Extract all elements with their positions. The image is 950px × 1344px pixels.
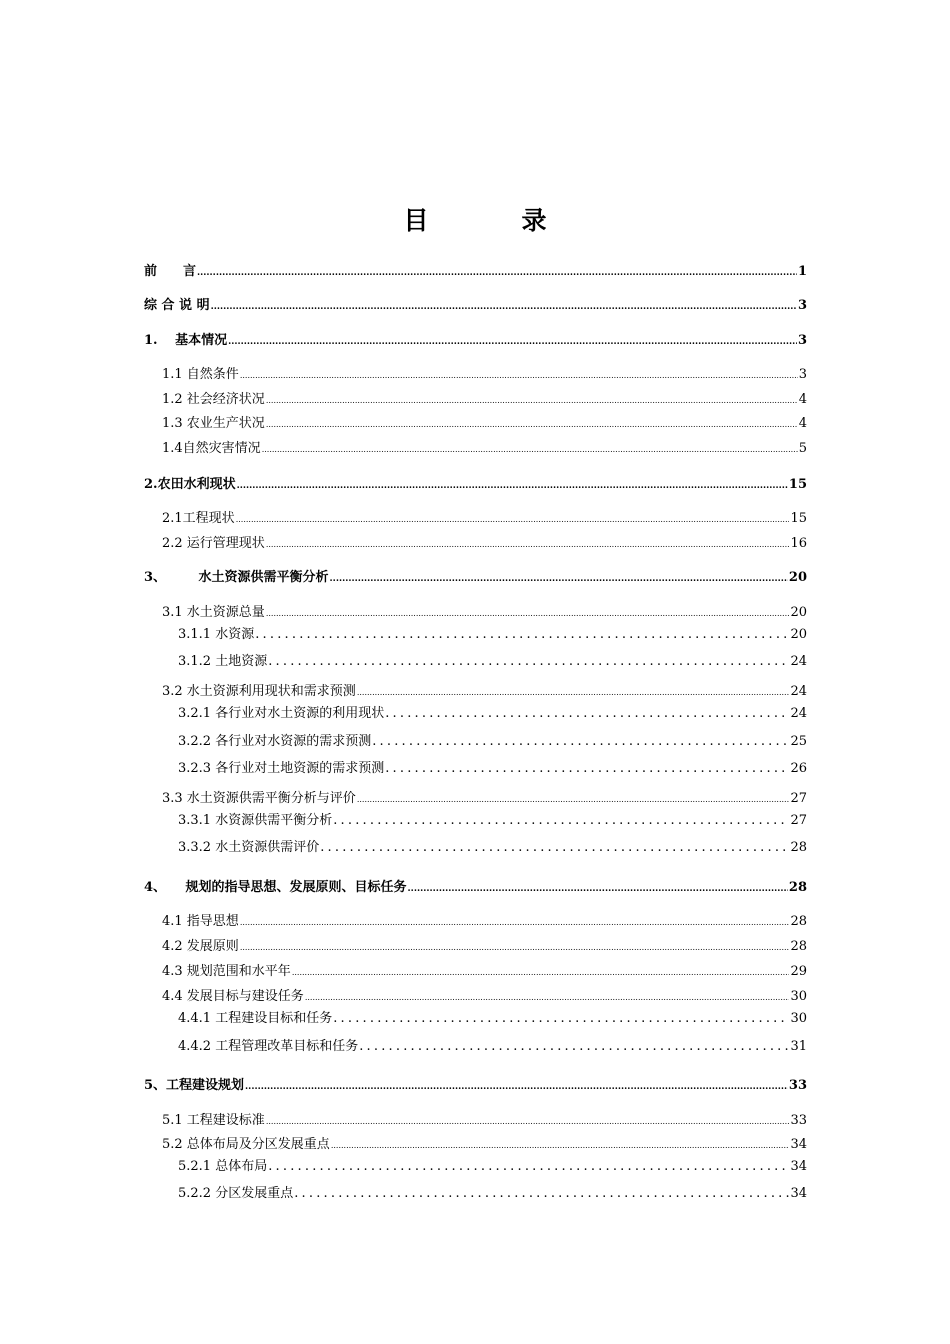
dot-leader bbox=[268, 652, 789, 672]
toc-entry-3-2[interactable] bbox=[162, 682, 807, 702]
dot-leader bbox=[211, 296, 797, 316]
toc-title: 目 录 bbox=[403, 206, 581, 235]
toc-entry-4-2[interactable] bbox=[162, 937, 807, 957]
toc-entry-4-1[interactable] bbox=[162, 912, 807, 932]
toc-entry-5-1[interactable] bbox=[162, 1111, 807, 1131]
dot-leader bbox=[330, 568, 788, 588]
dot-leader bbox=[385, 759, 789, 779]
toc-entry-1-3[interactable] bbox=[162, 414, 807, 434]
dot-leader bbox=[292, 962, 790, 982]
toc-entry-label: 3.1 水土资源总量 bbox=[162, 605, 265, 620]
toc-entry-preface[interactable] bbox=[144, 262, 807, 282]
toc-entry-label: 2.1工程现状 bbox=[162, 511, 235, 526]
toc-entry-5-2-2[interactable] bbox=[178, 1184, 807, 1204]
toc-entry-4-3[interactable] bbox=[162, 962, 807, 982]
dot-leader bbox=[385, 704, 789, 724]
dot-leader bbox=[305, 987, 790, 1007]
toc-entry-label: 2.农田水利现状 bbox=[144, 477, 236, 492]
toc-entry-page: 16 bbox=[790, 536, 807, 551]
toc-entry-page: 28 bbox=[790, 840, 807, 855]
dot-leader bbox=[240, 365, 798, 385]
toc-entry-page: 27 bbox=[790, 791, 807, 806]
toc-entry-page: 24 bbox=[790, 684, 807, 699]
dot-leader bbox=[245, 1076, 788, 1096]
toc-entry-1-4[interactable] bbox=[162, 439, 807, 459]
toc-entry-3-1[interactable] bbox=[162, 603, 807, 623]
dot-leader bbox=[294, 1184, 789, 1204]
toc-entry-page: 26 bbox=[790, 761, 807, 776]
toc-entry-page: 20 bbox=[788, 570, 807, 585]
toc-entry-label: 4.4.2 工程管理改革目标和任务 bbox=[178, 1039, 359, 1054]
toc-entry-3-3-1[interactable] bbox=[178, 811, 807, 831]
toc-entry-3-3[interactable] bbox=[162, 789, 807, 809]
toc-entry-page: 5 bbox=[798, 441, 807, 456]
dot-leader bbox=[197, 262, 797, 282]
toc-entry-label: 1.4自然灾害情况 bbox=[162, 441, 261, 456]
toc-entry-4-4[interactable] bbox=[162, 987, 807, 1007]
toc-entry-label: 5.2.2 分区发展重点 bbox=[178, 1186, 294, 1201]
toc-entry-4-4-2[interactable] bbox=[178, 1037, 807, 1057]
toc-entry-page: 34 bbox=[790, 1137, 807, 1152]
toc-entry-label: 3.2.1 各行业对水土资源的利用现状 bbox=[178, 706, 385, 721]
dot-leader bbox=[266, 534, 790, 554]
toc-entry-label: 3.2 水土资源利用现状和需求预测 bbox=[162, 684, 356, 699]
toc-entry-3-3-2[interactable] bbox=[178, 838, 807, 858]
dot-leader bbox=[237, 475, 788, 495]
toc-entry-1-2[interactable] bbox=[162, 390, 807, 410]
dot-leader bbox=[266, 1111, 790, 1131]
toc-entry-page: 24 bbox=[790, 654, 807, 669]
toc-entry-2-1[interactable] bbox=[162, 509, 807, 529]
toc-entry-page: 20 bbox=[790, 605, 807, 620]
toc-entry-label: 3.1.1 水资源 bbox=[178, 627, 255, 642]
toc-entry-2-2[interactable] bbox=[162, 534, 807, 554]
dot-leader bbox=[331, 1135, 790, 1155]
toc-entry-label: 3.2.3 各行业对土地资源的需求预测 bbox=[178, 761, 385, 776]
toc-entry-page: 3 bbox=[797, 298, 807, 313]
toc-entry-page: 34 bbox=[790, 1186, 807, 1201]
toc-entry-page: 28 bbox=[790, 914, 807, 929]
toc-entry-label: 4.3 规划范围和水平年 bbox=[162, 964, 291, 979]
toc-entry-page: 3 bbox=[798, 367, 807, 382]
toc-entry-label: 4、 规划的指导思想、发展原则、目标任务 bbox=[144, 880, 407, 895]
dot-leader bbox=[228, 331, 797, 351]
toc-entry-page: 30 bbox=[790, 989, 807, 1004]
toc-entry-page: 4 bbox=[798, 416, 807, 431]
toc-entry-3-2-2[interactable] bbox=[178, 732, 807, 752]
toc-entry-page: 27 bbox=[790, 813, 807, 828]
toc-entry-page: 15 bbox=[788, 477, 807, 492]
toc-entry-page: 3 bbox=[797, 333, 807, 348]
dot-leader bbox=[408, 878, 788, 898]
toc-entry-page: 31 bbox=[790, 1039, 807, 1054]
toc-entry-label: 1.3 农业生产状况 bbox=[162, 416, 265, 431]
dot-leader bbox=[262, 439, 798, 459]
toc-entry-page: 33 bbox=[790, 1113, 807, 1128]
dot-leader bbox=[255, 625, 789, 645]
toc-entry-5[interactable] bbox=[144, 1076, 807, 1096]
toc-entry-label: 3.3.1 水资源供需平衡分析 bbox=[178, 813, 333, 828]
dot-leader bbox=[333, 1009, 789, 1029]
dot-leader bbox=[266, 603, 790, 623]
toc-entry-page: 24 bbox=[790, 706, 807, 721]
dot-leader bbox=[357, 682, 790, 702]
toc-entry-page: 28 bbox=[790, 939, 807, 954]
toc-entry-4-4-1[interactable] bbox=[178, 1009, 807, 1029]
dot-leader bbox=[236, 509, 790, 529]
dot-leader bbox=[372, 732, 789, 752]
toc-entry-page: 4 bbox=[798, 392, 807, 407]
dot-leader bbox=[240, 912, 790, 932]
dot-leader bbox=[320, 838, 789, 858]
toc-entry-page: 28 bbox=[788, 880, 807, 895]
toc-entry-label: 5、工程建设规划 bbox=[144, 1078, 245, 1093]
dot-leader bbox=[268, 1157, 789, 1177]
dot-leader bbox=[333, 811, 789, 831]
toc-entry-page: 20 bbox=[790, 627, 807, 642]
dot-leader bbox=[266, 414, 798, 434]
toc-entry-page: 1 bbox=[797, 264, 807, 279]
toc-entry-label: 5.2.1 总体布局 bbox=[178, 1159, 268, 1174]
toc-entry-page: 29 bbox=[790, 964, 807, 979]
toc-entry-1[interactable] bbox=[144, 331, 807, 351]
toc-entry-label: 5.2 总体布局及分区发展重点 bbox=[162, 1137, 330, 1152]
toc-entry-label: 3.2.2 各行业对水资源的需求预测 bbox=[178, 734, 372, 749]
toc-entry-label: 3.3.2 水土资源供需评价 bbox=[178, 840, 320, 855]
toc-entry-label: 5.1 工程建设标准 bbox=[162, 1113, 265, 1128]
dot-leader bbox=[240, 937, 790, 957]
toc-entry-page: 15 bbox=[790, 511, 807, 526]
toc-entry-label: 4.2 发展原则 bbox=[162, 939, 239, 954]
toc-entry-label: 1.1 自然条件 bbox=[162, 367, 239, 382]
toc-entry-summary[interactable] bbox=[144, 296, 807, 316]
toc-entry-page: 25 bbox=[790, 734, 807, 749]
toc-entry-label: 3.1.2 土地资源 bbox=[178, 654, 268, 669]
toc-entry-4[interactable] bbox=[144, 878, 807, 898]
toc-entry-label: 4.4.1 工程建设目标和任务 bbox=[178, 1011, 333, 1026]
toc-entry-3-1-2[interactable] bbox=[178, 652, 807, 672]
toc-entry-5-2-1[interactable] bbox=[178, 1157, 807, 1177]
toc-entry-3-2-1[interactable] bbox=[178, 704, 807, 724]
toc-entry-label: 1.2 社会经济状况 bbox=[162, 392, 265, 407]
toc-entry-label: 前 言 bbox=[144, 264, 197, 279]
toc-entry-label: 4.4 发展目标与建设任务 bbox=[162, 989, 304, 1004]
toc-entry-5-2[interactable] bbox=[162, 1135, 807, 1155]
dot-leader bbox=[359, 1037, 789, 1057]
toc-entry-label: 1. 基本情况 bbox=[144, 333, 228, 348]
toc-entry-1-1[interactable] bbox=[162, 365, 807, 385]
dot-leader bbox=[357, 789, 790, 809]
toc-entry-label: 4.1 指导思想 bbox=[162, 914, 239, 929]
toc-entry-3[interactable] bbox=[144, 568, 807, 588]
toc-entry-label: 3.3 水土资源供需平衡分析与评价 bbox=[162, 791, 356, 806]
toc-entry-page: 30 bbox=[790, 1011, 807, 1026]
toc-entry-2[interactable] bbox=[144, 475, 807, 495]
toc-entry-label: 2.2 运行管理现状 bbox=[162, 536, 265, 551]
toc-entry-label: 3、 水土资源供需平衡分析 bbox=[144, 570, 329, 585]
toc-entry-page: 34 bbox=[790, 1159, 807, 1174]
toc-entry-page: 33 bbox=[788, 1078, 807, 1093]
toc-entry-3-2-3[interactable] bbox=[178, 759, 807, 779]
dot-leader bbox=[266, 390, 798, 410]
toc-entry-label: 综 合 说 明 bbox=[144, 298, 210, 313]
toc-entry-3-1-1[interactable] bbox=[178, 625, 807, 645]
